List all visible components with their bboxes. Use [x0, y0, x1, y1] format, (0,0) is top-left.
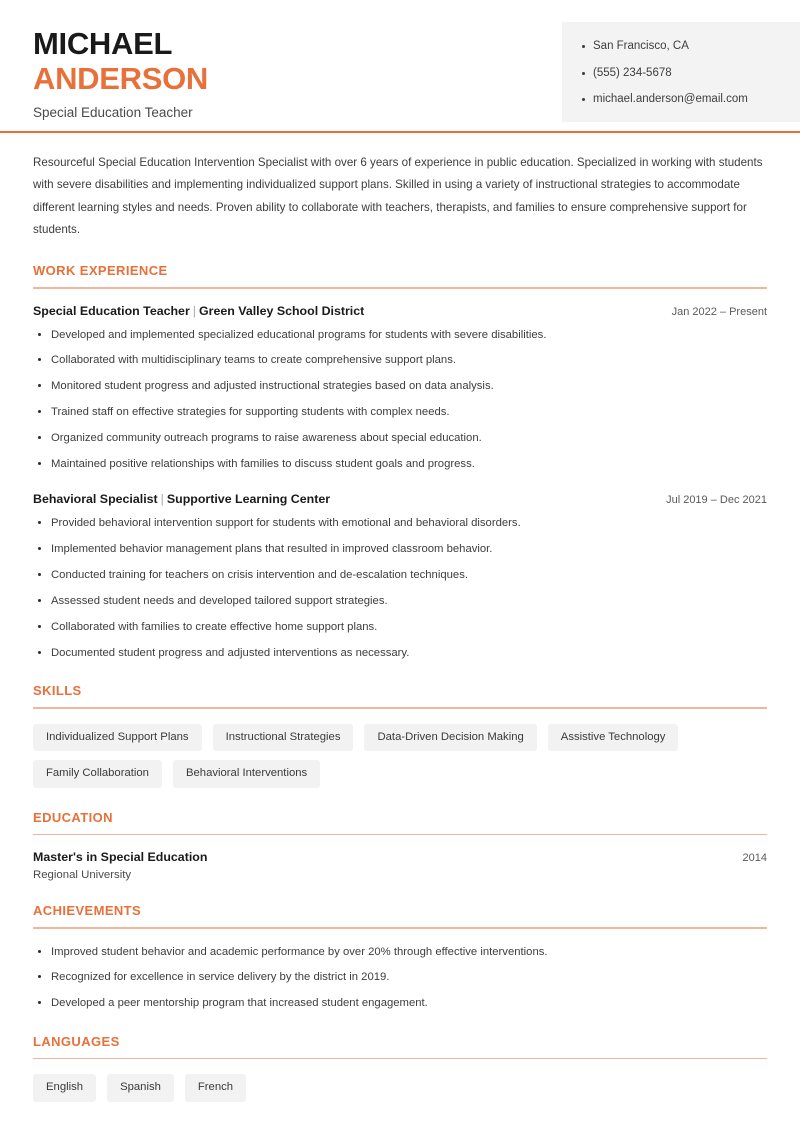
language-chip: French — [185, 1074, 246, 1102]
bullet-dot-icon — [582, 45, 585, 48]
experience-bullet-list — [33, 327, 767, 473]
achievements-bullet-list — [33, 944, 767, 1012]
list-item: Developed and implemented specialized educational programs for students with severe disabilities. — [33, 327, 767, 343]
education-school: Regional University — [33, 869, 132, 882]
experience-date-range: Jul 2019 – Dec 2021 — [666, 494, 767, 507]
list-item: Organized community outreach programs to raise awareness about special education. — [33, 430, 767, 446]
list-item: Provided behavioral intervention support for students with emotional and behavioral disorders. — [33, 515, 767, 531]
list-item: Improved student behavior and academic performance by over 20% through effective interventions. — [33, 944, 767, 960]
resume-header — [0, 0, 800, 131]
list-item: Collaborated with multidisciplinary teams to create comprehensive support plans. — [33, 352, 767, 368]
contact-item-phone — [582, 66, 800, 82]
contact-email-text[interactable]: michael.anderson@email.com — [593, 93, 748, 106]
experience-bullet-list — [33, 515, 767, 661]
title-separator: | — [160, 492, 164, 507]
last-name: ANDERSON — [33, 60, 209, 96]
education-entry — [33, 850, 767, 881]
resume-body — [0, 152, 800, 1102]
contact-item-location — [582, 39, 800, 55]
header-divider — [0, 131, 800, 133]
section-work-experience — [33, 263, 767, 661]
contact-location-text: San Francisco, CA — [593, 40, 689, 52]
section-divider — [33, 1058, 767, 1060]
experience-title-line — [33, 492, 330, 506]
experience-title-line — [33, 304, 364, 318]
section-title-work-experience: WORK EXPERIENCE — [33, 263, 168, 278]
section-skills — [33, 683, 767, 788]
section-title-skills: SKILLS — [33, 683, 82, 698]
experience-entry — [33, 492, 767, 661]
experience-entry-header — [33, 304, 767, 318]
section-title-languages: LANGUAGES — [33, 1033, 120, 1049]
experience-date-range: Jan 2022 – Present — [671, 305, 767, 318]
experience-organization: Green Valley School District — [199, 303, 365, 318]
list-item: Maintained positive relationships with families to discuss student goals and progress. — [33, 456, 767, 472]
education-entry-header — [33, 850, 767, 864]
section-title-education: EDUCATION — [33, 809, 113, 825]
first-name: MICHAEL — [33, 26, 173, 61]
contact-phone-text: (555) 234-5678 — [593, 66, 672, 79]
languages-chip-list — [33, 1074, 433, 1102]
list-item: Recognized for excellence in service delivery by the district in 2019. — [33, 969, 767, 985]
bullet-dot-icon — [582, 98, 585, 101]
list-item: Monitored student progress and adjusted instructional strategies based on data analysis. — [33, 378, 767, 394]
header-identity — [0, 22, 208, 120]
section-divider — [33, 287, 767, 289]
professional-summary: Resourceful Special Education Intervention Specialist with over 6 years of experience in public education. Specialized in working with students with severe disabilities and implementing individualized support plans. Skilled in using a variety of instructional strategies to accommodate different learning styles and needs. Proven ability to collaborate with teachers, therapists, and families to ensure comprehensive support for students. — [33, 156, 763, 236]
section-divider — [33, 834, 767, 836]
education-year: 2014 — [742, 852, 767, 865]
experience-entry — [33, 304, 767, 473]
skill-chip: Data-Driven Decision Making — [364, 724, 536, 752]
experience-role: Special Education Teacher — [33, 303, 190, 318]
title-separator: | — [192, 303, 196, 318]
education-degree: Master's in Special Education — [33, 850, 208, 865]
section-divider — [33, 927, 767, 929]
list-item: Documented student progress and adjusted interventions as necessary. — [33, 645, 767, 661]
skills-chip-list — [33, 724, 693, 788]
language-chip: English — [33, 1074, 96, 1102]
section-education — [33, 810, 767, 882]
bullet-dot-icon — [582, 72, 585, 75]
section-divider — [33, 707, 767, 709]
list-item: Collaborated with families to create effective home support plans. — [33, 619, 767, 635]
skill-chip: Individualized Support Plans — [33, 724, 202, 752]
skill-chip: Behavioral Interventions — [173, 760, 320, 788]
language-chip: Spanish — [107, 1074, 174, 1102]
experience-role: Behavioral Specialist — [33, 492, 158, 507]
skill-chip: Assistive Technology — [548, 724, 679, 752]
list-item: Assessed student needs and developed tailored support strategies. — [33, 593, 767, 609]
contact-item-email — [582, 92, 800, 108]
experience-organization: Supportive Learning Center — [166, 492, 331, 507]
section-achievements — [33, 903, 767, 1012]
contact-panel — [562, 22, 800, 122]
section-title-achievements: ACHIEVEMENTS — [33, 903, 142, 919]
list-item: Conducted training for teachers on crisis intervention and de-escalation techniques. — [33, 567, 767, 583]
professional-title: Special Education Teacher — [33, 105, 193, 121]
list-item: Trained staff on effective strategies for supporting students with complex needs. — [33, 404, 767, 420]
list-item: Implemented behavior management plans that resulted in improved classroom behavior. — [33, 541, 767, 557]
experience-entry-header — [33, 492, 767, 506]
skill-chip: Instructional Strategies — [213, 724, 354, 752]
skill-chip: Family Collaboration — [33, 760, 162, 788]
section-languages — [33, 1034, 767, 1102]
list-item: Developed a peer mentorship program that increased student engagement. — [33, 995, 767, 1011]
